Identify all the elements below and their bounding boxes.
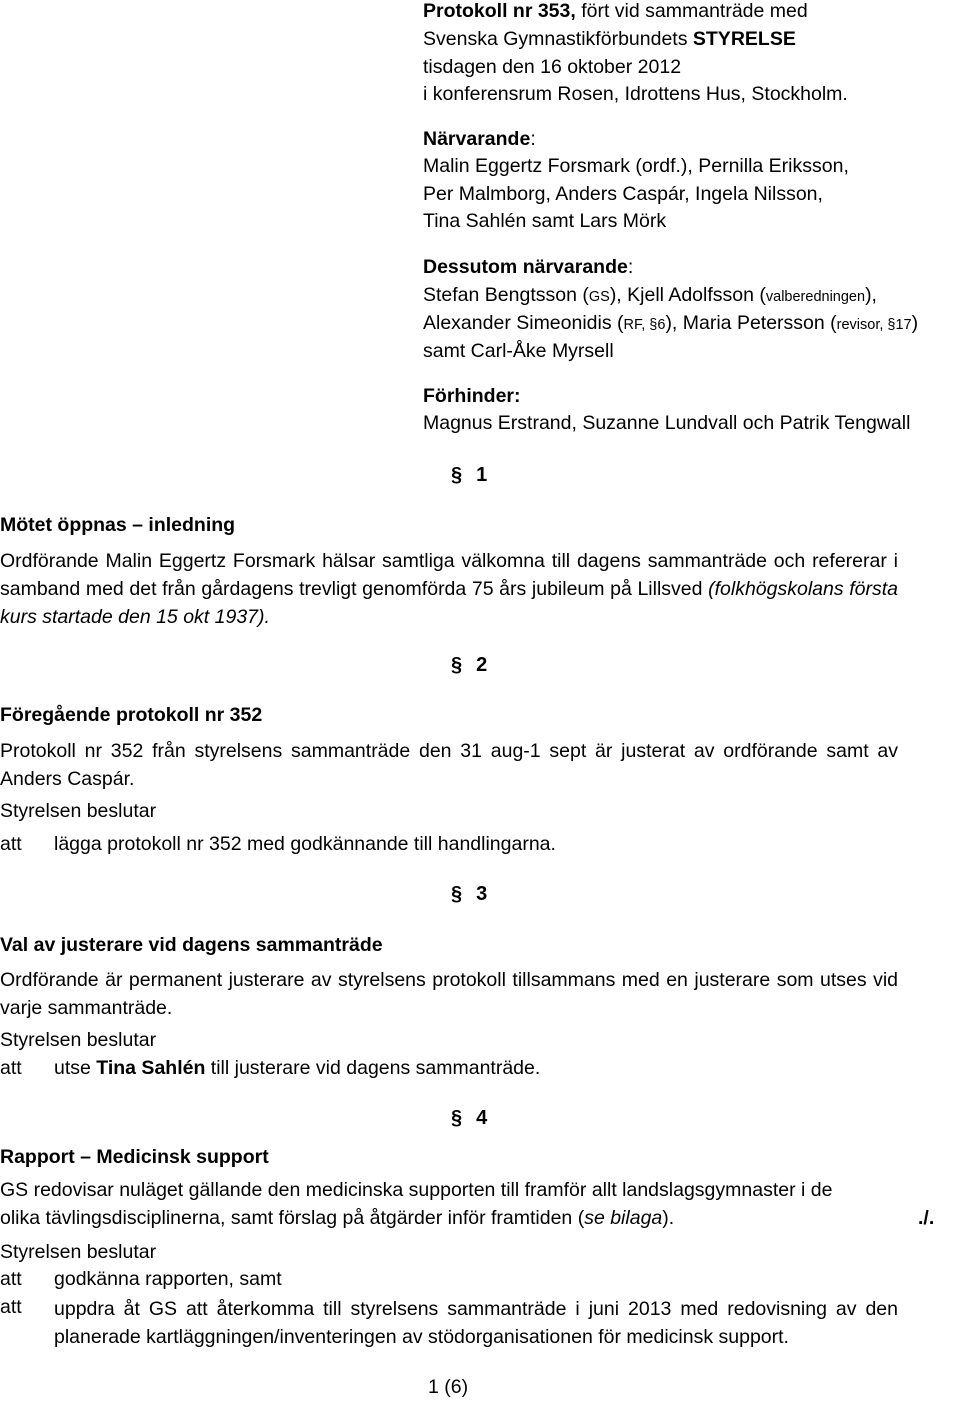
meeting-location: i konferensrum Rosen, Idrottens Hus, Stockholm.: [423, 83, 848, 105]
present-label: Närvarande: [423, 128, 531, 150]
resolution-heading: Styrelsen beslutar: [0, 1029, 157, 1051]
organization-name: Svenska Gymnastikförbundets: [423, 28, 693, 50]
page-number: 1 (6): [428, 1376, 469, 1398]
section-number: § 3: [451, 883, 488, 905]
also-present-line: Alexander Simeonidis (RF, §6), Maria Petersson (revisor, §17): [423, 312, 919, 334]
continued-mark: ./.: [918, 1207, 935, 1229]
board-label: STYRELSE: [692, 28, 796, 50]
section-text-line: GS redovisar nuläget gällande den medicinska supporten till framför allt landslagsgymnaster i de: [0, 1179, 833, 1201]
section-number: § 1: [451, 464, 488, 486]
att-label: att: [0, 833, 22, 855]
attachment-reference: se bilaga: [584, 1207, 663, 1229]
also-present-line: samt Carl-Åke Myrsell: [423, 340, 614, 362]
att-label: att: [0, 1268, 22, 1290]
decision-text: uppdra åt GS att återkomma till styrelsens sammanträde i juni 2013 med redovisning av den planerade kartläggningen/inventeringen av stödorganisationen för medicinsk support.: [54, 1298, 898, 1348]
appointed-name: Tina Sahlén: [96, 1057, 206, 1079]
decision-text: lägga protokoll nr 352 med godkännande till handlingarna.: [54, 833, 556, 855]
section-text: Ordförande Malin Eggertz Forsmark hälsar samtliga välkomna till dagens sammanträde och refererar i samband med det från gårdagens trevligt genomförda 75 års jubileum på Lillsved (folkhögskolans första kurs startade den 15 okt 1937).: [0, 550, 898, 628]
italic-note: (folkhögskolans första kurs startade den 15 okt 1937).: [0, 578, 898, 628]
section-text-line: olika tävlingsdisciplinerna, samt förslag på åtgärder inför framtiden (se bilaga).: [0, 1207, 675, 1229]
section-text: Ordförande är permanent justerare av styrelsens protokoll tillsammans med en justerare som utses vid varje sammanträde.: [0, 969, 898, 1019]
present-names-line: Tina Sahlén samt Lars Mörk: [423, 210, 667, 232]
resolution-heading: Styrelsen beslutar: [0, 1241, 157, 1263]
protocol-number: Protokoll nr 353,: [423, 0, 576, 22]
organization-line: [423, 25, 796, 54]
section-number: § 2: [451, 654, 488, 676]
meeting-date: tisdagen den 16 oktober 2012: [423, 56, 682, 78]
resolution-heading: Styrelsen beslutar: [0, 800, 157, 822]
present-names-line: Per Malmborg, Anders Caspár, Ingela Nilsson,: [423, 183, 823, 205]
protocol-title-rest: fört vid sammanträde med: [575, 0, 808, 22]
decision-text: godkänna rapporten, samt: [54, 1268, 282, 1290]
also-present-line: Stefan Bengtsson (GS), Kjell Adolfsson (valberedningen),: [423, 284, 877, 306]
absent-label: Förhinder:: [423, 385, 521, 407]
present-names-line: Malin Eggertz Forsmark (ordf.), Pernilla Eriksson,: [423, 155, 849, 177]
also-present-heading: Dessutom närvarande:: [423, 256, 634, 278]
absent-names: Magnus Erstrand, Suzanne Lundvall och Patrik Tengwall: [423, 412, 911, 434]
protocol-title-line: [423, 0, 808, 26]
section-heading: Mötet öppnas – inledning: [0, 514, 236, 536]
present-heading: Närvarande:: [423, 128, 536, 150]
section-heading: Rapport – Medicinsk support: [0, 1146, 269, 1168]
att-label: att: [0, 1057, 22, 1079]
section-number: § 4: [451, 1107, 488, 1129]
att-label: att: [0, 1296, 22, 1318]
also-present-label: Dessutom närvarande: [423, 256, 628, 278]
section-heading: Föregående protokoll nr 352: [0, 704, 263, 726]
section-heading: Val av justerare vid dagens sammanträde: [0, 934, 383, 956]
decision-text: utse Tina Sahlén till justerare vid dagens sammanträde.: [54, 1057, 541, 1079]
section-text: Protokoll nr 352 från styrelsens sammanträde den 31 aug-1 sept är justerat av ordförande samt av Anders Caspár.: [0, 740, 898, 790]
